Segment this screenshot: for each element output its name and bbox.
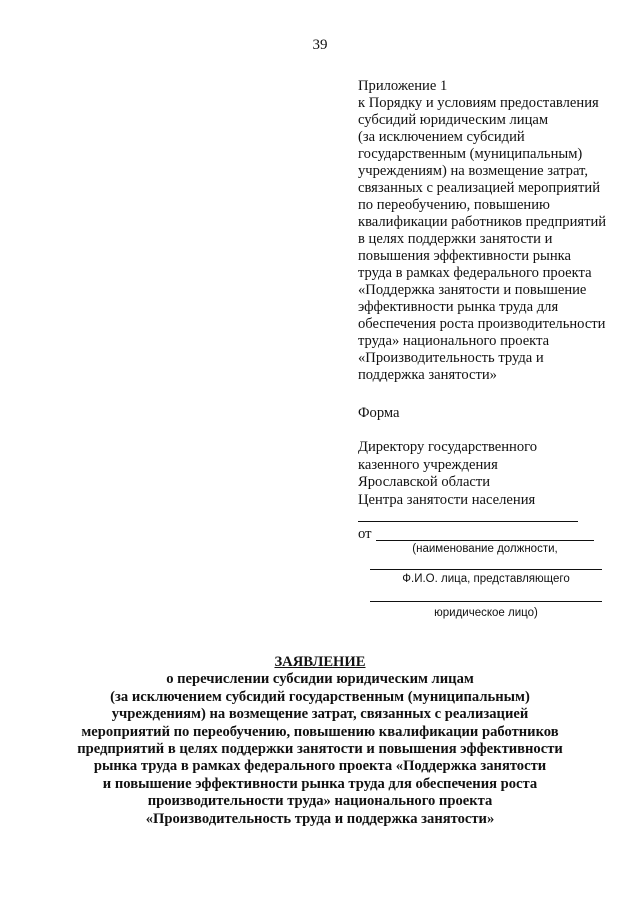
entity-caption: юридическое лицо) xyxy=(434,607,538,619)
position-caption: (наименование должности, xyxy=(412,543,558,555)
appendix-line: в целях поддержки занятости и xyxy=(358,231,553,247)
addressee-line: Центра занятости населения xyxy=(358,491,536,508)
appendix-line: государственным (муниципальным) xyxy=(358,146,583,162)
appendix-line: по переобучению, повышению xyxy=(358,197,550,213)
appendix-line: «Производительность труда и xyxy=(358,350,544,366)
addressee-line: Директору государственного xyxy=(358,439,538,455)
statement-line: о перечислении субсидии юридическим лицам xyxy=(166,671,474,688)
name-caption: Ф.И.О. лица, представляющего xyxy=(402,573,570,585)
appendix-line: Приложение 1 xyxy=(358,78,448,94)
appendix-line: повышения эффективности рынка xyxy=(358,248,571,264)
statement-line: производительности труда» национального проекта xyxy=(147,793,493,810)
statement-line: учреждениям) на возмещение затрат, связанных с реализацией xyxy=(111,706,529,723)
from-label: от xyxy=(358,526,372,542)
appendix-line: субсидий юридическим лицам xyxy=(358,112,549,128)
center-name-blank[interactable] xyxy=(358,521,578,522)
form-label: Форма xyxy=(358,405,400,421)
statement-line: (за исключением субсидий государственным (муниципальным) xyxy=(110,688,530,705)
statement-line: рынка труда в рамках федерального проекта «Поддержка занятости xyxy=(93,758,547,775)
addressee-line: Ярославской области xyxy=(358,474,491,490)
statement-line: предприятий в целях поддержки занятости и повышения эффективности xyxy=(77,741,563,758)
appendix-line: труда» национального проекта xyxy=(358,333,550,349)
appendix-line: эффективности рынка труда для xyxy=(358,299,559,315)
appendix-block xyxy=(358,78,633,384)
statement-line: «Производительность труда и поддержка занятости» xyxy=(145,810,495,827)
legal-entity-blank[interactable] xyxy=(370,601,602,602)
addressee-line: казенного учреждения xyxy=(358,456,498,473)
appendix-line: связанных с реализацией мероприятий xyxy=(358,180,601,196)
appendix-line: поддержка занятости» xyxy=(358,367,497,383)
statement-block xyxy=(0,654,640,828)
appendix-line: «Поддержка занятости и повышение xyxy=(358,282,587,298)
appendix-line: учреждениям) на возмещение затрат, xyxy=(358,163,588,179)
appendix-line: квалификации работников предприятий xyxy=(358,214,607,230)
statement-line: и повышение эффективности рынка труда для обеспечения роста xyxy=(102,775,538,792)
appendix-line: к Порядку и условиям предоставления xyxy=(358,95,599,111)
appendix-line: труда в рамках федерального проекта xyxy=(358,265,592,281)
statement-title: ЗАЯВЛЕНИЕ xyxy=(274,654,366,670)
appendix-line: (за исключением субсидий xyxy=(358,129,525,145)
applicant-position-blank[interactable] xyxy=(376,540,594,541)
applicant-name-blank[interactable] xyxy=(370,569,602,570)
appendix-line: обеспечения роста производительности xyxy=(358,316,606,332)
statement-line: мероприятий по переобучению, повышению квалификации работников xyxy=(81,723,559,740)
addressee-block xyxy=(358,439,633,509)
page-number: 39 xyxy=(312,37,328,53)
